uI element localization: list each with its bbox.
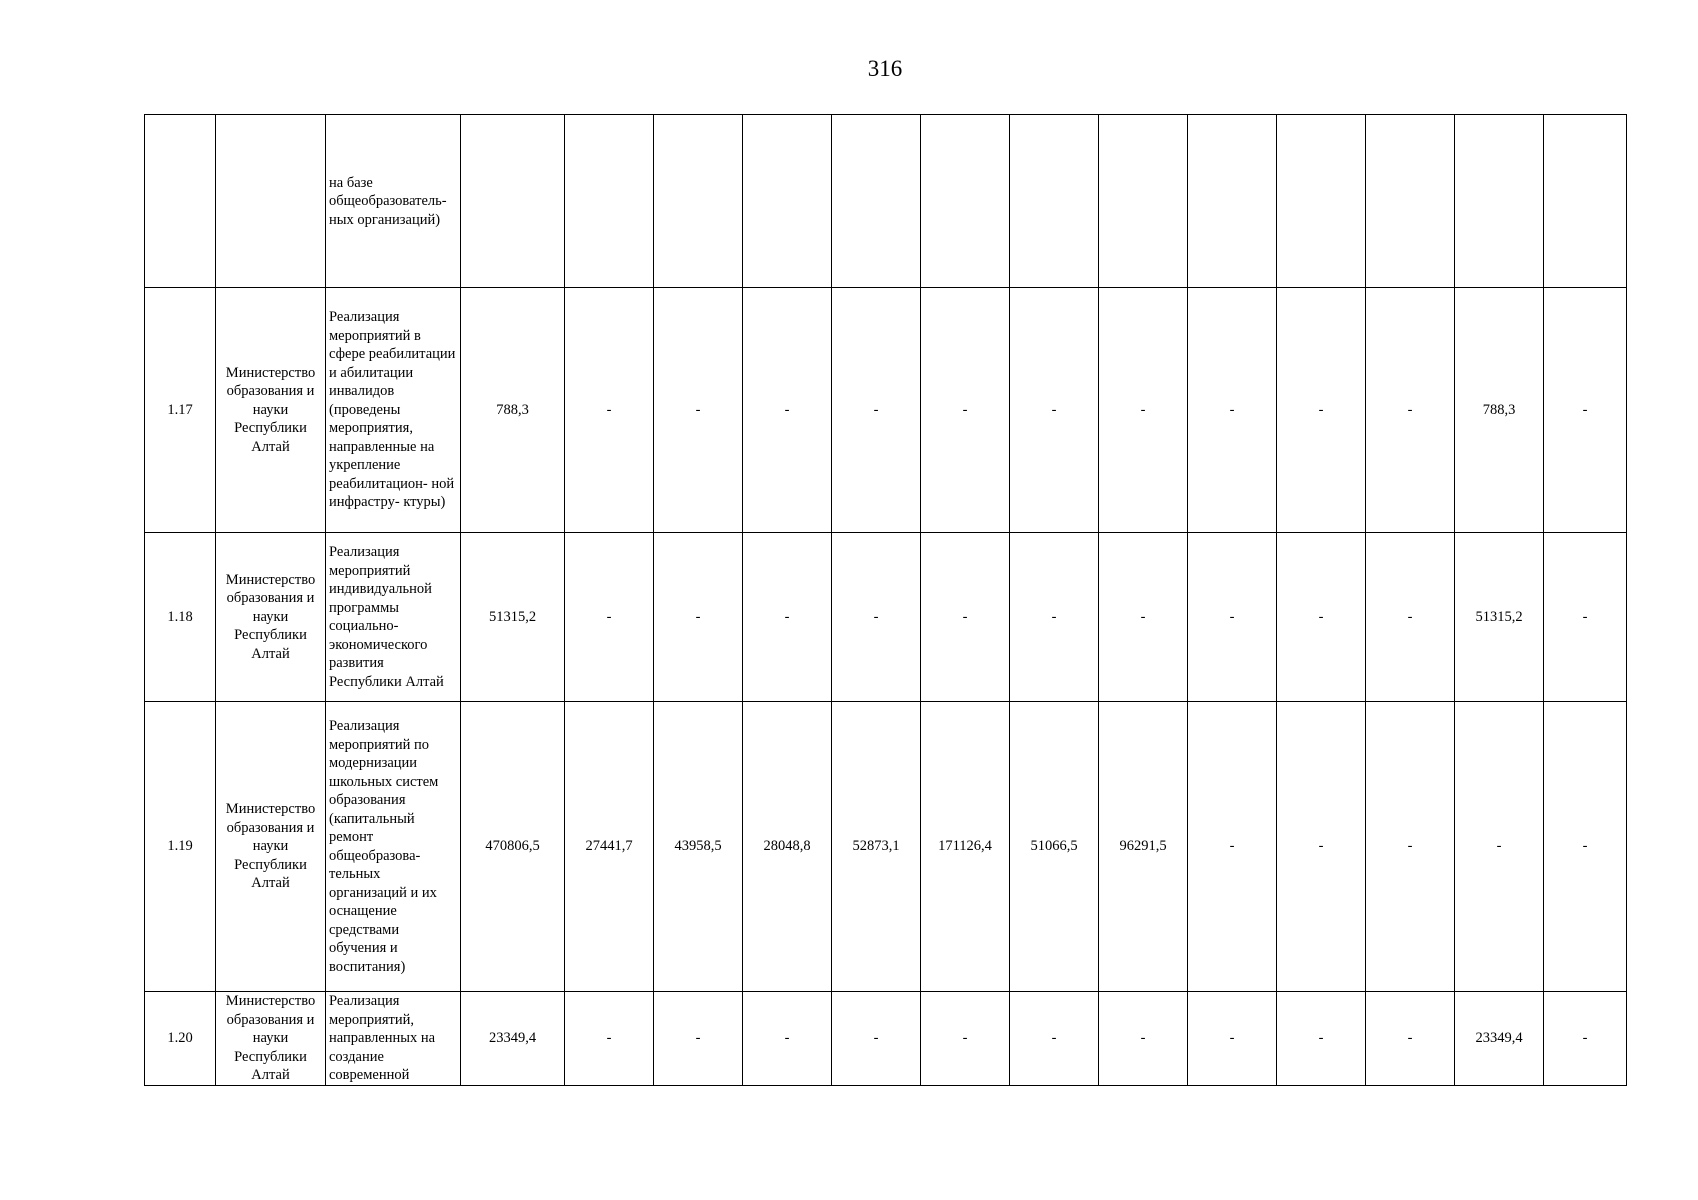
row-number <box>145 115 216 288</box>
row-number: 1.18 <box>145 533 216 702</box>
row-number: 1.20 <box>145 992 216 1086</box>
value-cell: - <box>1366 992 1455 1086</box>
value-cell: - <box>1277 533 1366 702</box>
value-cell: - <box>1277 702 1366 992</box>
value-cell: - <box>1099 288 1188 533</box>
executor-cell: Министерство образования и науки Республики Алтай <box>216 992 326 1086</box>
value-cell: - <box>1366 533 1455 702</box>
table-body <box>145 115 1627 1086</box>
value-cell: 23349,4 <box>1455 992 1544 1086</box>
row-number: 1.19 <box>145 702 216 992</box>
value-cell: - <box>1010 288 1099 533</box>
value-cell <box>921 115 1010 288</box>
value-cell: - <box>1010 533 1099 702</box>
executor-cell: Министерство образования и науки Республики Алтай <box>216 533 326 702</box>
value-cell: - <box>921 992 1010 1086</box>
value-cell <box>832 115 921 288</box>
value-cell: 28048,8 <box>743 702 832 992</box>
value-cell: 43958,5 <box>654 702 743 992</box>
value-cell <box>1010 115 1099 288</box>
table-row <box>145 702 1627 992</box>
value-cell <box>654 115 743 288</box>
activity-name-cell: Реализация мероприятий в сфере реабилитации и абилитации инвалидов (проведены мероприятия, направленные на укрепление реабилитацион- ной инфрастру- ктуры) <box>326 288 461 533</box>
value-cell: - <box>1544 702 1627 992</box>
value-cell: - <box>1544 533 1627 702</box>
value-cell <box>1277 115 1366 288</box>
value-cell: - <box>1277 288 1366 533</box>
value-cell: 788,3 <box>1455 288 1544 533</box>
table-row <box>145 115 1627 288</box>
activity-name-cell: Реализация мероприятий, направленных на создание современной <box>326 992 461 1086</box>
value-cell: - <box>1188 702 1277 992</box>
table-row <box>145 533 1627 702</box>
value-cell <box>743 115 832 288</box>
value-cell: - <box>832 288 921 533</box>
value-cell: - <box>654 288 743 533</box>
value-cell <box>1455 115 1544 288</box>
value-cell: - <box>1188 288 1277 533</box>
value-cell: 171126,4 <box>921 702 1010 992</box>
value-cell: - <box>1010 992 1099 1086</box>
table-row <box>145 288 1627 533</box>
value-cell: - <box>1366 702 1455 992</box>
value-cell: - <box>832 533 921 702</box>
budget-table <box>144 114 1627 1086</box>
activity-name-cell: Реализация мероприятий индивидуальной программы социально- экономического развития Республики Алтай <box>326 533 461 702</box>
value-cell <box>1544 115 1627 288</box>
executor-cell <box>216 115 326 288</box>
row-number: 1.17 <box>145 288 216 533</box>
value-cell: 51315,2 <box>1455 533 1544 702</box>
value-cell: - <box>1188 992 1277 1086</box>
value-cell: - <box>1544 992 1627 1086</box>
executor-cell: Министерство образования и науки Республики Алтай <box>216 702 326 992</box>
value-cell: - <box>1277 992 1366 1086</box>
value-cell: - <box>565 288 654 533</box>
value-cell <box>461 115 565 288</box>
value-cell: 96291,5 <box>1099 702 1188 992</box>
value-cell: - <box>832 992 921 1086</box>
value-cell: - <box>1188 533 1277 702</box>
value-cell: - <box>921 533 1010 702</box>
value-cell: 51066,5 <box>1010 702 1099 992</box>
page-number: 316 <box>867 56 903 81</box>
table-row <box>145 992 1627 1086</box>
executor-cell: Министерство образования и науки Республики Алтай <box>216 288 326 533</box>
value-cell: 51315,2 <box>461 533 565 702</box>
value-cell: 788,3 <box>461 288 565 533</box>
value-cell <box>1188 115 1277 288</box>
value-cell: - <box>1366 288 1455 533</box>
activity-name-cell: Реализация мероприятий по модернизации школьных систем образования (капитальный ремонт общеобразова- тельных организаций и их оснащение средствами обучения и воспитания) <box>326 702 461 992</box>
value-cell: - <box>743 992 832 1086</box>
value-cell: - <box>1544 288 1627 533</box>
value-cell: - <box>921 288 1010 533</box>
value-cell: 52873,1 <box>832 702 921 992</box>
value-cell: - <box>1099 533 1188 702</box>
value-cell: - <box>1455 702 1544 992</box>
value-cell: - <box>743 533 832 702</box>
value-cell: 470806,5 <box>461 702 565 992</box>
value-cell <box>565 115 654 288</box>
value-cell <box>1099 115 1188 288</box>
value-cell: 27441,7 <box>565 702 654 992</box>
value-cell: - <box>565 533 654 702</box>
value-cell: - <box>565 992 654 1086</box>
value-cell: - <box>654 992 743 1086</box>
value-cell: - <box>654 533 743 702</box>
value-cell: - <box>743 288 832 533</box>
value-cell: 23349,4 <box>461 992 565 1086</box>
activity-name-cell: на базе общеобразователь- ных организаций) <box>326 115 461 288</box>
value-cell: - <box>1099 992 1188 1086</box>
value-cell <box>1366 115 1455 288</box>
